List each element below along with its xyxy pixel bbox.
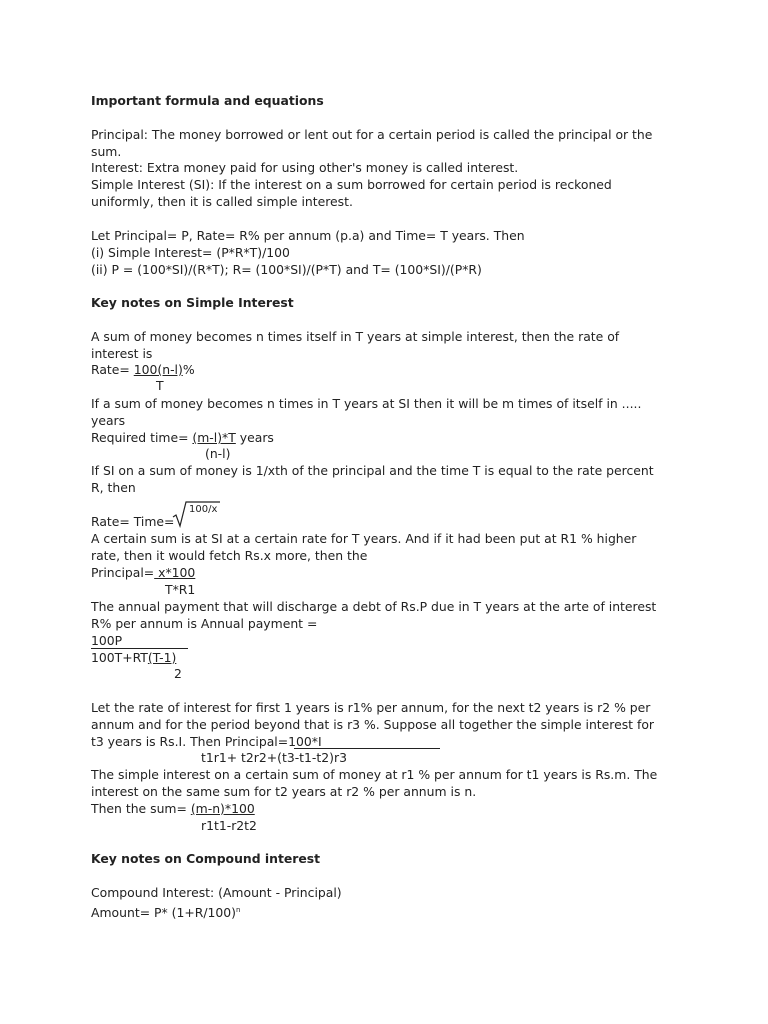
required-time-numerator: (m-l)*T (192, 430, 236, 445)
rate-percent: % (182, 362, 195, 377)
annual-payment-denominator-fraction: (T-1) (147, 650, 177, 665)
note-3-line-1: If SI on a sum of money is 1/xth of the principal and the time T is equal to the rate percent (91, 463, 654, 478)
required-time-denominator: (n-l) (205, 446, 231, 461)
formula-simple-interest: (i) Simple Interest= (P*R*T)/100 (91, 245, 290, 260)
note-6-line-1: Let the rate of interest for first 1 years is r1% per annum, for the next t2 years is r2 % per (91, 700, 651, 715)
principal-formula (91, 565, 195, 582)
note-7-line-1: The simple interest on a certain sum of money at r1 % per annum for t1 years is Rs.m. The (91, 767, 658, 782)
annual-payment-numerator: 100P (91, 633, 123, 648)
required-time-label: Required time= (91, 430, 193, 445)
interest-definition: Interest: Extra money paid for using other's money is called interest. (91, 160, 519, 175)
note-6-fraction-line (294, 748, 440, 749)
formula-p-r-t: (ii) P = (100*SI)/(R*T); R= (100*SI)/(P*T) and T= (100*SI)/(P*R) (91, 262, 482, 277)
sum-label: Then the sum= (91, 801, 191, 816)
required-time-unit: years (235, 430, 274, 445)
amount-formula (91, 902, 240, 922)
principal-definition-line-2: sum. (91, 144, 122, 159)
annual-payment-denominator (91, 650, 176, 667)
square-root-radicand: 100/x (189, 504, 218, 515)
note-4-line-1: A certain sum is at SI at a certain rate for T years. And if it had been put at R1 % higher (91, 531, 637, 546)
variables-line: Let Principal= P, Rate= R% per annum (p.a) and Time= T years. Then (91, 228, 525, 243)
note-6-numerator: 100*I (288, 734, 322, 749)
rate-numerator: 100(n-l) (133, 362, 183, 377)
note-6-label: t3 years is Rs.I. Then Principal= (91, 734, 289, 749)
note-4-line-2: rate, then it would fetch Rs.x more, then the (91, 548, 368, 563)
principal-label: Principal= (91, 565, 155, 580)
principal-denominator: T*R1 (165, 582, 196, 597)
heading-compound-interest-notes: Key notes on Compound interest (91, 851, 321, 866)
rate-formula (91, 362, 195, 379)
sum-denominator: r1t1-r2t2 (201, 818, 257, 833)
sum-formula (91, 801, 255, 818)
required-time-formula (91, 430, 274, 447)
note-1-line-1: A sum of money becomes n times itself in T years at simple interest, then the rate of (91, 329, 620, 344)
note-2-line-1: If a sum of money becomes n times in T years at SI then it will be m times of itself in ..... (91, 396, 642, 411)
heading-simple-interest-notes: Key notes on Simple Interest (91, 295, 294, 310)
rate-time-label: Rate= Time= (91, 514, 175, 529)
amount-text: Amount= P* (1+R/100) (91, 905, 236, 921)
principal-numerator: x*100 (154, 565, 196, 580)
note-6-line-2: annum and for the period beyond that is r3 %. Suppose all together the simple interest for (91, 717, 655, 732)
note-1-line-2: interest is (91, 346, 153, 361)
note-5-line-1: The annual payment that will discharge a debt of Rs.P due in T years at the arte of interest (91, 599, 657, 614)
simple-interest-definition-line-2: uniformly, then it is called simple interest. (91, 194, 353, 209)
simple-interest-definition-line-1: Simple Interest (SI): If the interest on a sum borrowed for certain period is reckoned (91, 177, 612, 192)
annual-payment-fraction-line (91, 648, 188, 649)
amount-exponent: n (236, 906, 241, 914)
rate-denominator: T (156, 378, 164, 393)
note-6-principal-formula (91, 734, 322, 751)
compound-interest-definition: Compound Interest: (Amount - Principal) (91, 885, 342, 900)
note-5-line-2: R% per annum is Annual payment = (91, 616, 318, 631)
rate-label: Rate= (91, 362, 134, 377)
note-2-line-2: years (91, 413, 126, 428)
sum-numerator: (m-n)*100 (190, 801, 255, 816)
annual-payment-denominator-two: 2 (174, 666, 182, 681)
note-3-line-2: R, then (91, 480, 136, 495)
note-6-denominator: t1r1+ t2r2+(t3-t1-t2)r3 (201, 750, 347, 765)
heading-important-formulas: Important formula and equations (91, 93, 324, 108)
principal-definition-line-1: Principal: The money borrowed or lent out for a certain period is called the principal or the (91, 127, 653, 142)
note-7-line-2: interest on the same sum for t2 years at r2 % per annum is n. (91, 784, 477, 799)
annual-payment-denominator-text: 100T+RT (91, 650, 148, 665)
